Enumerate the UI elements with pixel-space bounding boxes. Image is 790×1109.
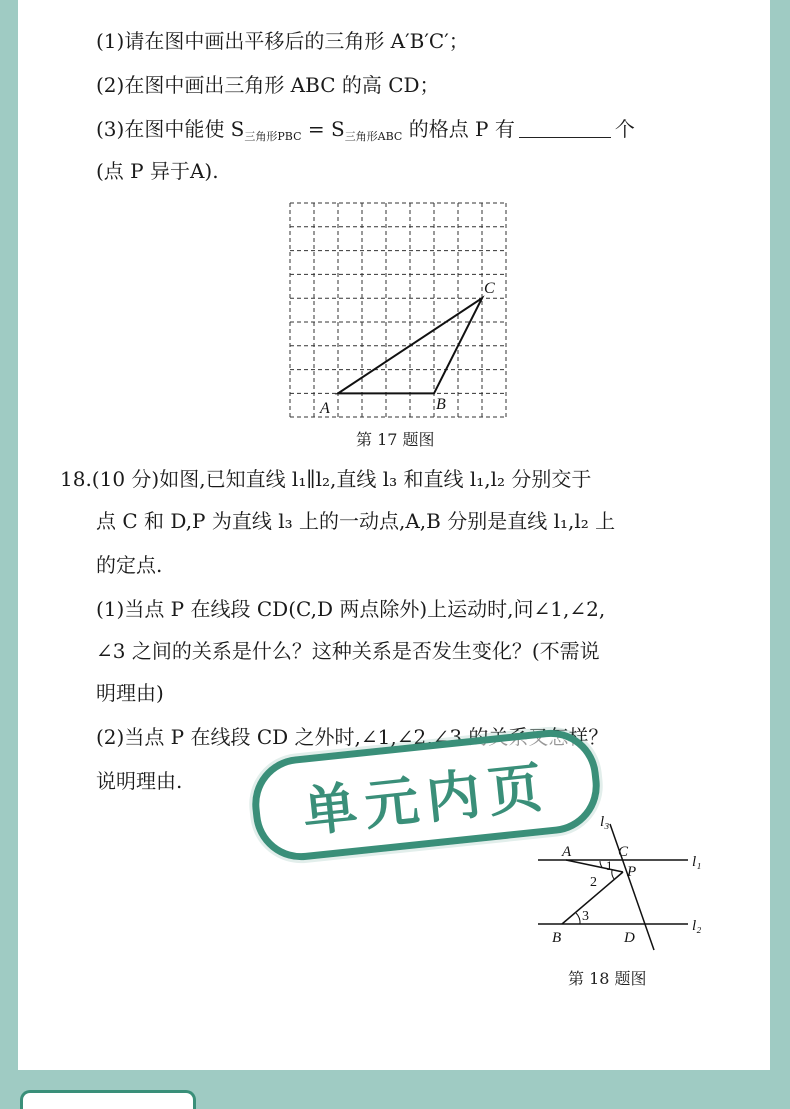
label-a: A <box>562 844 572 860</box>
q17-part3-middle: 的格点 P 有 <box>402 117 515 141</box>
q17-figure <box>280 195 520 425</box>
q17-part1: (1)请在图中画出平移后的三角形 A′B′C′； <box>96 29 469 53</box>
dashed-grid <box>290 203 506 417</box>
label-d: D <box>624 930 635 946</box>
q17-part3-subscript-pbc: 三角形PBC <box>244 130 302 143</box>
angle-3-label: 3 <box>582 909 589 924</box>
label-l1: l₁ <box>692 854 702 870</box>
q17-part3 <box>96 116 635 150</box>
label-l2: l₂ <box>692 918 702 934</box>
q17-part3-end: 个 <box>614 117 635 141</box>
label-l3: l₃ <box>600 814 610 830</box>
q18-line2: 点 C 和 D,P 为直线 l₃ 上的一动点,A,B 分别是直线 l₁,l₂ 上 <box>96 509 616 533</box>
q18-figure-caption: 第 18 题图 <box>568 969 647 988</box>
q18-sub1-line1: (1)当点 P 在线段 CD(C,D 两点除外)上运动时,问∠1,∠2, <box>96 597 606 621</box>
angle-3-arc <box>576 913 580 924</box>
q17-part3-subscript-abc: 三角形ABC <box>344 130 403 143</box>
label-c: C <box>484 280 495 297</box>
label-b: B <box>436 396 446 413</box>
segment-ap <box>566 860 623 872</box>
angle-2-label: 2 <box>590 875 597 890</box>
q18-sub2-line2: 说明理由. <box>96 769 183 793</box>
stamp-text: 单元内页 <box>299 754 554 844</box>
angle-1-label: 1 <box>606 858 613 873</box>
q18-sub2-line1: (2)当点 P 在线段 CD 之外时,∠1,∠2,∠3 的关系又怎样？ <box>96 725 609 749</box>
q17-part3-line2: (点 P 异于A). <box>96 159 219 183</box>
q17-part3-equals: = S <box>301 117 345 141</box>
angle-1-arc <box>600 861 602 867</box>
q18-line3: 的定点. <box>96 553 163 577</box>
q17-part3-start: (3)在图中能使 S <box>96 117 245 141</box>
answer-blank[interactable] <box>519 119 611 138</box>
q18-line1: 18.(10 分)如图,已知直线 l₁∥l₂,直线 l₃ 和直线 l₁,l₂ 分别交于 <box>60 467 592 491</box>
label-b: B <box>552 930 562 946</box>
label-p: P <box>627 864 637 880</box>
label-a: A <box>320 400 330 417</box>
q17-figure-caption: 第 17 题图 <box>356 430 435 449</box>
q17-part2: (2)在图中画出三角形 ABC 的高 CD； <box>96 73 440 97</box>
q18-sub1-line2: ∠3 之间的关系是什么？这种关系是否发生变化？(不需说 <box>96 639 600 663</box>
q18-sub1-line3: 明理由) <box>96 681 164 705</box>
label-c: C <box>618 844 629 860</box>
bottom-tab <box>20 1090 196 1109</box>
